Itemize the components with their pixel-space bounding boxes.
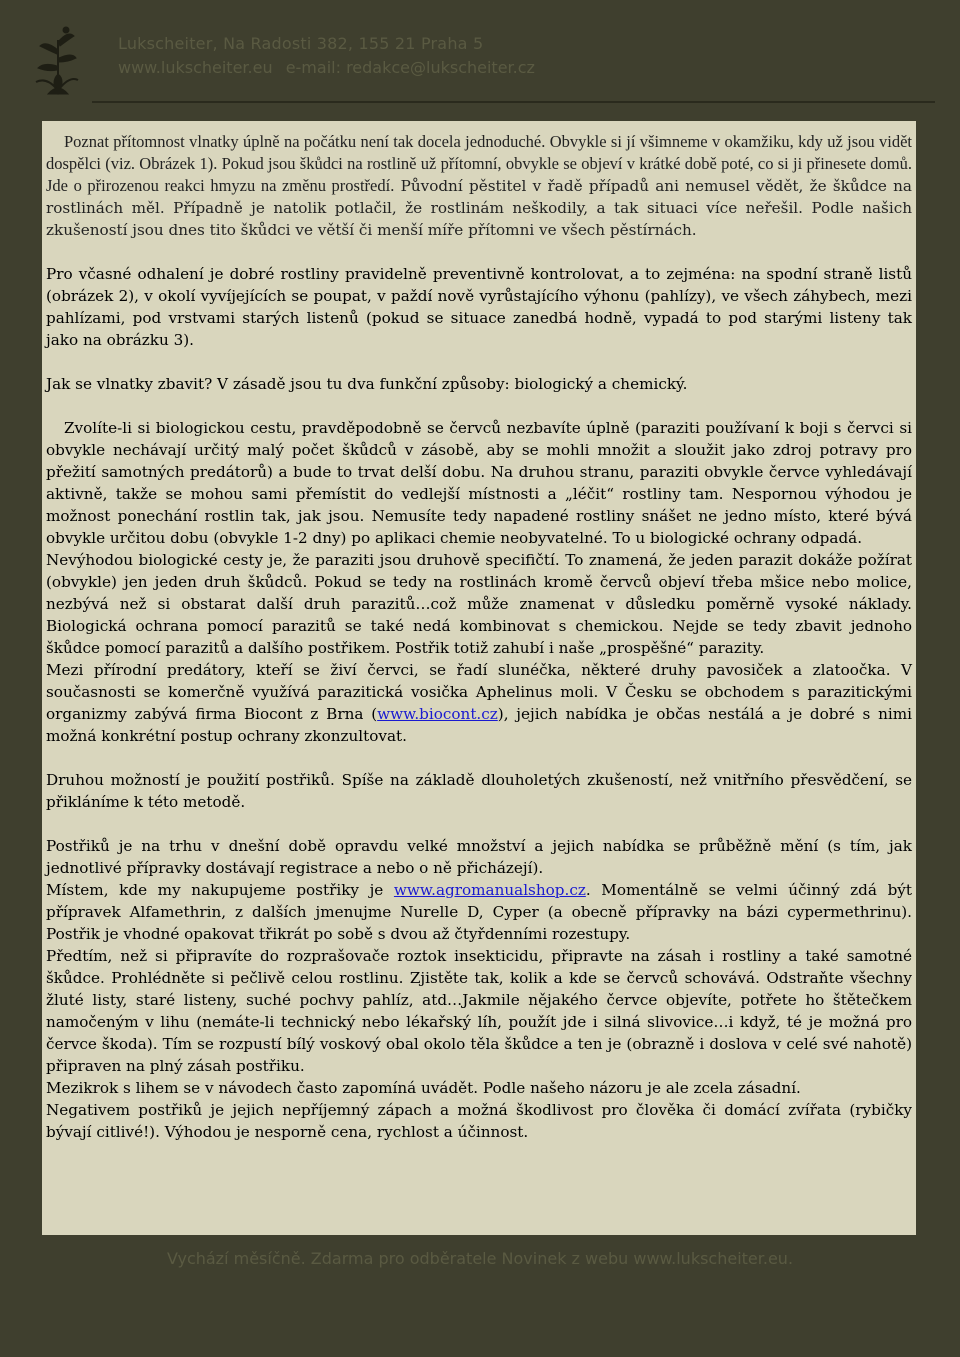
article-body: [42, 121, 916, 1235]
paragraph-shop: [46, 879, 912, 945]
intro-part-1: Poznat přítomnost vlnatky úplně na počátku není tak docela jednoduché. Obvykle si jí všimneme v okamžiku, kdy už jsou vidět dospělci (viz. Obrázek 1). Pokud jsou škůdci na rostlině už přítomní, obvykle se objeví v krátké době poté, co si ji přinesete domů. Jde o přirozenou reakci hmyzu na změnu prostředí.: [46, 132, 912, 195]
paragraph-biological-cons: Nevýhodou biologické cesty je, že paraziti jsou druhově specifičtí. To znamená, že jeden parazit dokáže požírat (obvykle) jen jeden druh škůdců. Pokud se tedy na rostlinách kromě červců objeví třeba mšice nebo molice, nezbývá než si obstarat další druh parazitů…což může znamenat v důsledku poměrně vysoké náklady. Biologická ochrana pomocí parazitů se také nedá kombinovat s chemickou. Nejde se tedy zbavit jednoho škůdce pomocí parazitů a dalšího postřikem. Postřik totiž zahubí i naše „prospěšné“ parazity.: [46, 551, 912, 657]
predators-text: Mezi přírodní predátory, kteří se živí červci, se řadí slunéčka, některé druhy pavosiček a zlatoočka. V současnosti se komerčně využívá parazitická vosička Aphelinus moli. V Česku se obchodem s parazitickými organizmy zabývá firma Biocont z Brna (: [46, 661, 912, 723]
header-email-link[interactable]: e-mail: redakce@lukscheiter.cz: [285, 58, 535, 77]
header-contacts: [118, 58, 543, 77]
paragraph-intro: [46, 131, 912, 241]
header: [0, 0, 960, 105]
header-website-link[interactable]: www.lukscheiter.eu: [118, 58, 273, 77]
paragraph-biological: Zvolíte-li si biologickou cestu, pravděpodobně se červců nezbavíte úplně (paraziti používaní k boji s červci si obvykle nechávají určitý malý počet škůdců v zásobě, aby se mohli množit a sloužit jako zdroj potravy pro přežití samotných predátorů) a bude to trvat delší dobu. Na druhou stranu, paraziti obvykle červce vyhledávají aktivně, takže se mohou sami přemístit do vedlejší místnosti a „léčit“ rostliny tam. Nespornou výhodou je možnost ponechání rostlin tak, jak jsou. Nemusíte tedy napadené rostliny snášet ne jedno místo, které bývá obvykle určitou dobu (obvykle 1-2 dny) po aplikaci chemie neobyvatelné. To u biologické ochrany odpadá.: [46, 419, 912, 547]
paragraph-predators: [46, 659, 912, 747]
paragraph-sprays-market: Postřiků je na trhu v dnešní době opravdu velké množství a jejich nabídka se průběžně mění (s tím, jak jednotlivé přípravky dostávají registrace a nebo o ně přicházejí).: [46, 837, 912, 877]
biocont-link[interactable]: www.biocont.cz: [377, 705, 498, 723]
shop-text: Místem, kde my nakupujeme postřiky je: [46, 881, 394, 899]
orchid-logo-icon: [28, 22, 83, 97]
predators-text-end: ), jejich nabídka je občas nestálá a je dobré s nimi možná konkrétní postup ochrany zkonzultovat.: [46, 705, 912, 745]
paragraph-alcohol-step: Mezikrok s lihem se v návodech často zapomíná uvádět. Podle našeho názoru je ale zcela zásadní.: [46, 1079, 801, 1097]
header-divider: [92, 101, 935, 103]
paragraph-sprays-intro: Druhou možností je použití postřiků. Spíše na základě dlouholetých zkušeností, než vnitřního přesvědčení, se přikláníme k této metodě.: [46, 771, 912, 811]
shop-text-end: . Momentálně se velmi účinný zdá být přípravek Alfamethrin, z dalších jmenujme Nurelle D, Cyper (a obecně přípravky na bázi cypermethrinu). Postřik je vhodné opakovat třikrát po sobě s dvou až čtyřdenními rozestupy.: [46, 881, 912, 943]
footer-text: Vychází měsíčně. Zdarma pro odběratele Novinek z webu www.lukscheiter.eu.: [166, 1249, 794, 1268]
agromanualshop-link[interactable]: www.agromanualshop.cz: [393, 881, 586, 899]
paragraph-preparation: Předtím, než si připravíte do rozprašovače roztok insekticidu, připravte na zásah i rostliny a také samotné škůdce. Prohlédněte si pečlivě celou rostlinu. Zjistěte tak, kolik a kde se červců schovává. Odstraňte všechny žluté listy, staré listeny, suché pochvy pahlíz, atd…Jakmile nějakého červce objevíte, potřete ho štětečkem namočeným v lihu (nemáte-li technický nebo lékařský líh, použít jde i silná slivovice…i když, té je možná pro červce škoda). Tím se rozpustí bílý voskový obal okolo těla škůdce a ten je (obrazně i doslova v celé své nahotě) připraven na plný zásah postřiku.: [46, 947, 912, 1075]
paragraph-question: Jak se vlnatky zbavit? V zásadě jsou tu dva funkční způsoby: biologický a chemický.: [46, 375, 688, 393]
paragraph-detection: Pro včasné odhalení je dobré rostliny pravidelně preventivně kontrolovat, a to zejména: na spodní straně listů (obrázek 2), v okolí vyvíjejících se poupat, v paždí nově vyrůstajícího výhonu (pahlízy), ve všech záhybech, mezi pahlízami, pod vrstvami starých listenů (pokud se situace zanedbá hodně, vypadá to pod starými listeny tak jako na obrázku 3).: [46, 265, 912, 349]
header-address: Lukscheiter, Na Radosti 382, 155 21 Praha 5: [118, 34, 484, 53]
intro-part-2: Původní pěstitel v řadě případů ani nemusel vědět, že škůdce na rostlinách měl. Případně je natolik potlačil, že rostlinám neškodily, a tak situaci více neřešil. Podle našich zkušeností jsou dnes tito škůdci ve větší či menší míře přítomni ve všech pěstírnách.: [46, 177, 912, 239]
paragraph-negatives: Negativem postřiků je jejich nepříjemný zápach a možná škodlivost pro člověka či domácí zvířata (rybičky bývají citlivé!). Výhodou je nesporně cena, rychlost a účinnost.: [46, 1101, 912, 1141]
